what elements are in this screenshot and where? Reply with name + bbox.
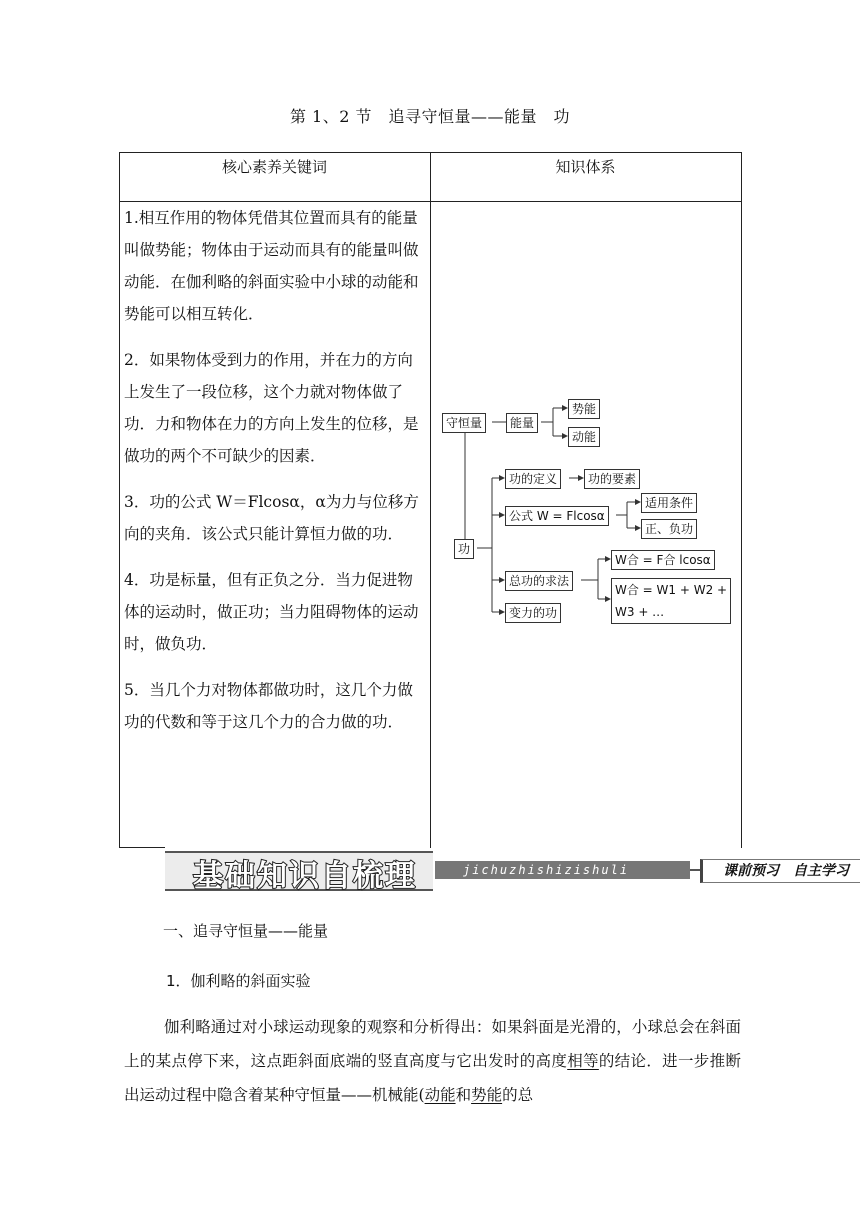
para-text-4: 的总 bbox=[502, 1086, 534, 1104]
banner-right-label: 课前预习 自主学习 bbox=[700, 859, 860, 883]
variable-force-work-box: 变力的功 bbox=[505, 603, 561, 623]
table-left-border bbox=[119, 152, 120, 848]
keyword-item-3: 3．功的公式 W＝Flcosα，α为力与位移方向的夹角．该公式只能计算恒力做的功． bbox=[124, 493, 419, 543]
kinetic-energy-box: 动能 bbox=[568, 427, 600, 447]
total-work-formula-2-line-1: W合 = W1 + W2 + bbox=[615, 583, 728, 597]
total-work-formula-1-box: W合 = F合 lcosα bbox=[611, 550, 715, 570]
total-work-formula-2-box bbox=[611, 578, 731, 624]
table-middle-border bbox=[430, 152, 431, 848]
para-text-2: 的结论．进一步推断出运动过程中隐含着某种守恒量——机械能( bbox=[124, 1052, 741, 1104]
work-formula-box: 公式 W = Flcosα bbox=[505, 506, 609, 526]
knowledge-diagram bbox=[440, 394, 740, 634]
page-title: 第 1、2 节 追寻守恒量——能量 功 bbox=[289, 107, 571, 126]
keyword-item-1: 1.相互作用的物体凭借其位置而具有的能量叫做势能；物体由于运动而具有的能量叫做动能．在伽利略的斜面实验中小球的动能和势能可以相互转化． bbox=[124, 209, 419, 323]
potential-energy-box: 势能 bbox=[568, 399, 600, 419]
keyword-item-2: 2．如果物体受到力的作用，并在力的方向上发生了一段位移，这个力就对物体做了功．力和物体在力的方向上发生的位移，是做功的两个不可缺少的因素． bbox=[124, 351, 419, 465]
total-work-formula-2-line-2: W3 + … bbox=[615, 605, 665, 619]
knowledge-column-header: 知识体系 bbox=[555, 158, 616, 176]
keyword-item-4: 4．功是标量，但有正负之分．当力促进物体的运动时，做正功；当力阻碍物体的运动时，做负功． bbox=[124, 571, 419, 653]
total-work-box: 总功的求法 bbox=[505, 571, 573, 591]
keywords-list bbox=[124, 202, 426, 752]
conserved-quantity-box: 守恒量 bbox=[442, 413, 486, 433]
energy-box: 能量 bbox=[506, 413, 538, 433]
underlined-answer-kinetic: 动能 bbox=[424, 1086, 456, 1104]
para-text-3: 和 bbox=[455, 1086, 472, 1104]
conditions-box: 适用条件 bbox=[641, 493, 697, 513]
body-paragraph bbox=[124, 1010, 741, 1112]
banner-main-strip bbox=[165, 851, 433, 894]
underlined-answer-equal: 相等 bbox=[567, 1052, 599, 1070]
work-factors-box: 功的要素 bbox=[584, 469, 640, 489]
banner-divider bbox=[690, 869, 700, 871]
para-text-1: 伽利略通过对小球运动现象的观察和分析得出：如果斜面是光滑的，小球总会在斜面上的某点停下来，这点距斜面底端的竖直高度与它出发时的高度 bbox=[124, 1018, 741, 1070]
banner-title: 基础知识自梳理 bbox=[193, 859, 417, 894]
section-banner bbox=[165, 851, 860, 894]
table-right-border bbox=[741, 152, 742, 848]
banner-pinyin: jichuzhishizishuli bbox=[435, 861, 690, 879]
underlined-answer-potential: 势能 bbox=[471, 1086, 503, 1104]
work-box: 功 bbox=[454, 539, 474, 559]
positive-negative-work-box: 正、负功 bbox=[641, 519, 697, 539]
keyword-item-5: 5．当几个力对物体都做功时，这几个力做功的代数和等于这几个力的合力做的功． bbox=[124, 681, 413, 731]
keywords-column-header: 核心素养关键词 bbox=[221, 158, 327, 176]
table-bottom-border bbox=[119, 847, 165, 848]
work-definition-box: 功的定义 bbox=[505, 469, 561, 489]
section-heading: 一、追寻守恒量——能量 bbox=[163, 922, 329, 940]
subsection-heading: 1．伽利略的斜面实验 bbox=[166, 972, 311, 990]
